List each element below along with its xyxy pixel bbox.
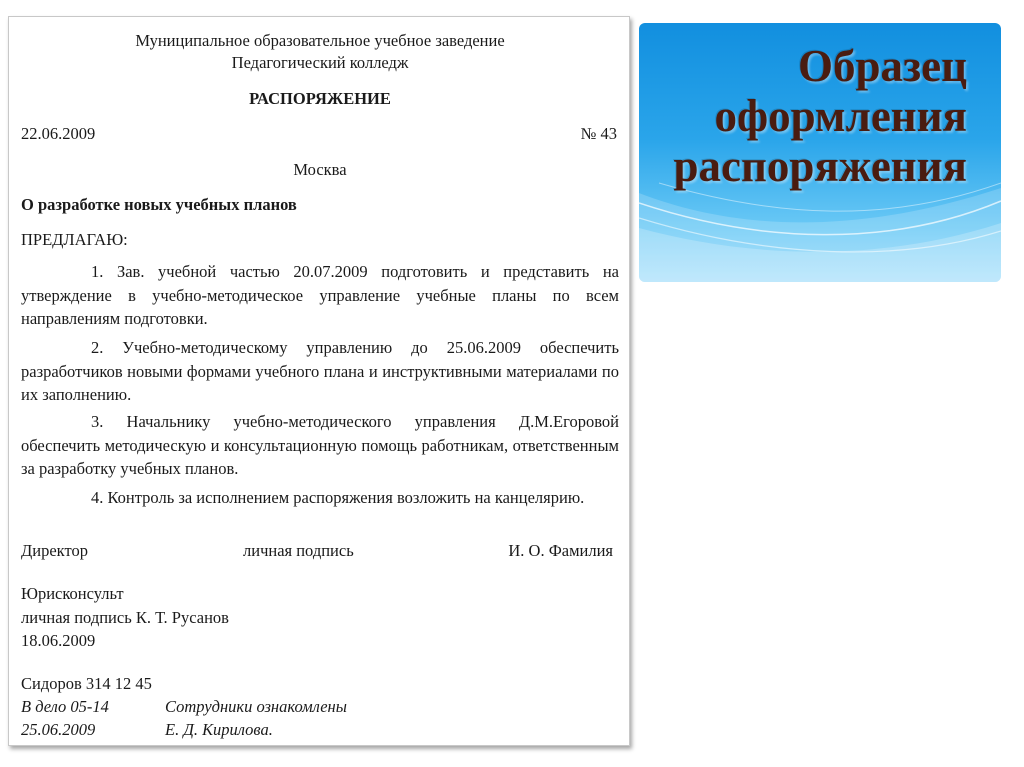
title-panel — [639, 23, 1001, 282]
signer-name: И. О. Фамилия — [508, 541, 613, 560]
signer-signature: личная подпись — [243, 541, 354, 560]
order-item-4: 4. Контроль за исполнением распоряжения возложить на канцелярию. — [91, 488, 585, 507]
approval-position: Юрисконсульт — [21, 584, 124, 603]
executor-line: Сидоров 314 12 45 — [21, 674, 152, 693]
file-date: 25.06.2009 — [21, 720, 96, 739]
document-subject: О разработке новых учебных планов — [21, 195, 297, 214]
order-item-1: 1. Зав. учебной частью 20.07.2009 подготовить и представить на утверждение в учебно-методическое управление учебные планы по всем направлениям подготовки. — [21, 262, 619, 328]
approval-signature: личная подпись К. Т. Русанов — [21, 608, 229, 627]
college-name: Педагогический колледж — [231, 53, 409, 72]
approval-date: 18.06.2009 — [21, 631, 96, 650]
document-type: РАСПОРЯЖЕНИЕ — [249, 89, 391, 108]
document-date: 22.06.2009 — [21, 124, 96, 143]
document-city: Москва — [293, 160, 347, 179]
document-number: № 43 — [580, 124, 617, 143]
order-item-3: 3. Начальнику учебно-методического управления Д.М.Егоровой обеспечить методическую и консультационную помощь работникам, ответственным за разработку учебных планов. — [21, 412, 619, 478]
slide-title-line-2: оформления — [714, 91, 967, 141]
acknowledged-label: Сотрудники ознакомлены — [165, 697, 347, 716]
signer-position: Директор — [21, 541, 88, 560]
slide-title-line-3: распоряжения — [673, 141, 967, 191]
slide-title — [673, 41, 967, 191]
order-item-2: 2. Учебно-методическому управлению до 25.06.2009 обеспечить разработчиков новыми формами учебного плана и инструктивными материалами по их заполнению. — [21, 338, 619, 404]
order-document — [8, 16, 630, 746]
propose-heading: ПРЕДЛАГАЮ: — [21, 230, 128, 249]
organization-name: Муниципальное образовательное учебное заведение — [135, 31, 505, 50]
slide-title-line-1: Образец — [797, 41, 967, 91]
file-note: В дело 05-14 — [21, 697, 109, 716]
acknowledged-name: Е. Д. Кирилова. — [165, 720, 273, 739]
